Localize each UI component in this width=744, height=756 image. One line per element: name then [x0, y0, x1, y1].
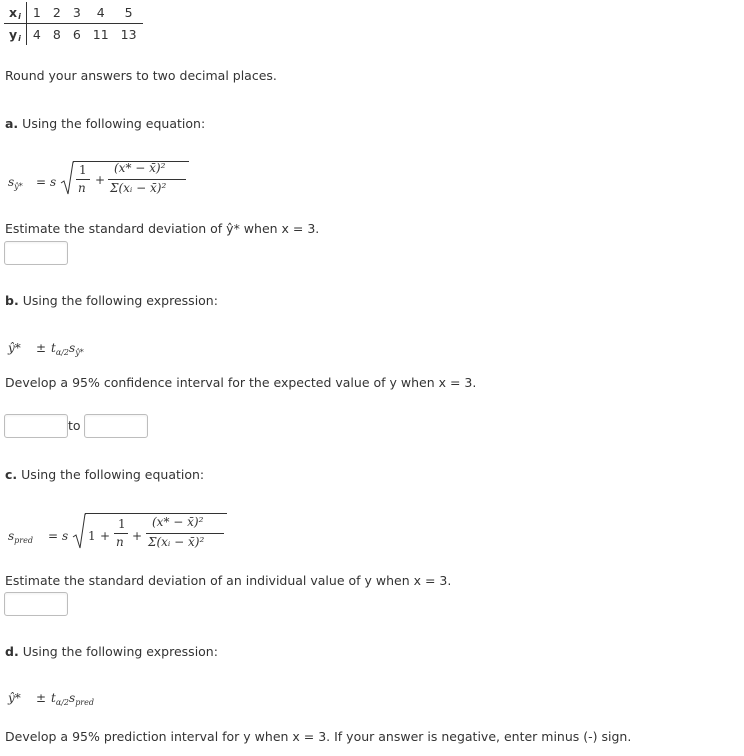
y-value: 4 — [32, 27, 41, 42]
part-b-text: Using the following expression: — [22, 293, 218, 308]
part-b-question: Develop a 95% confidence interval for the expected value of y when x = 3. — [5, 375, 477, 390]
sqrt-sign — [60, 161, 74, 197]
part-b-upper-input[interactable] — [84, 414, 148, 438]
part-a-text: Using the following equation: — [22, 116, 206, 131]
part-b-heading — [5, 293, 218, 308]
part-d-heading — [5, 644, 218, 659]
y-value: 8 — [52, 27, 61, 42]
formula-c: $s_{pred}$ = s 1 + 1 n + (x* − x̄)² Σ(xᵢ − x̄)² — [8, 507, 248, 557]
x-value: 2 — [47, 2, 67, 24]
instructions: Round your answers to two decimal places. — [5, 68, 277, 83]
part-c-text: Using the following equation: — [21, 467, 205, 482]
x-value: 4 — [87, 2, 115, 24]
data-table — [4, 2, 143, 45]
part-a-letter: a. — [5, 116, 19, 131]
part-c-question: Estimate the standard deviation of an individual value of y when x = 3. — [5, 573, 452, 588]
x-header: $x_i$ — [4, 2, 26, 24]
part-c-letter: c. — [5, 467, 18, 482]
part-a-answer-input[interactable] — [4, 241, 68, 265]
part-d-text: Using the following expression: — [22, 644, 218, 659]
formula-d: ŷ* ± $t_{\alpha/2}s_{pred}$ — [8, 691, 94, 707]
part-d-letter: d. — [5, 644, 19, 659]
part-a-question: Estimate the standard deviation of ŷ* when x = 3. — [5, 221, 320, 236]
x-value: 3 — [67, 2, 87, 24]
y-row — [4, 24, 143, 46]
part-b-letter: b. — [5, 293, 19, 308]
y-value: 13 — [120, 27, 137, 42]
x-value: 5 — [115, 2, 143, 24]
part-c-heading — [5, 467, 204, 482]
x-row — [4, 2, 143, 24]
y-value: 11 — [92, 27, 109, 42]
part-a-heading — [5, 116, 205, 131]
y-header: $y_i$ — [4, 24, 26, 46]
y-value: 6 — [72, 27, 81, 42]
formula-a: $s_{ŷ*}$ = s 1 n + (x* − x̄)² Σ(xᵢ − x̄)² — [8, 155, 208, 205]
part-d-question: Develop a 95% prediction interval for y when x = 3. If your answer is negative, enter minus (-) sign. — [5, 729, 632, 744]
part-b-to-label: to — [68, 418, 81, 433]
x-value: 1 — [26, 2, 46, 24]
part-b-lower-input[interactable] — [4, 414, 68, 438]
sqrt-sign-pred — [72, 513, 86, 551]
formula-b: ŷ* ± $t_{\alpha/2}s_{ŷ*}$ — [8, 341, 84, 357]
part-c-answer-input[interactable] — [4, 592, 68, 616]
